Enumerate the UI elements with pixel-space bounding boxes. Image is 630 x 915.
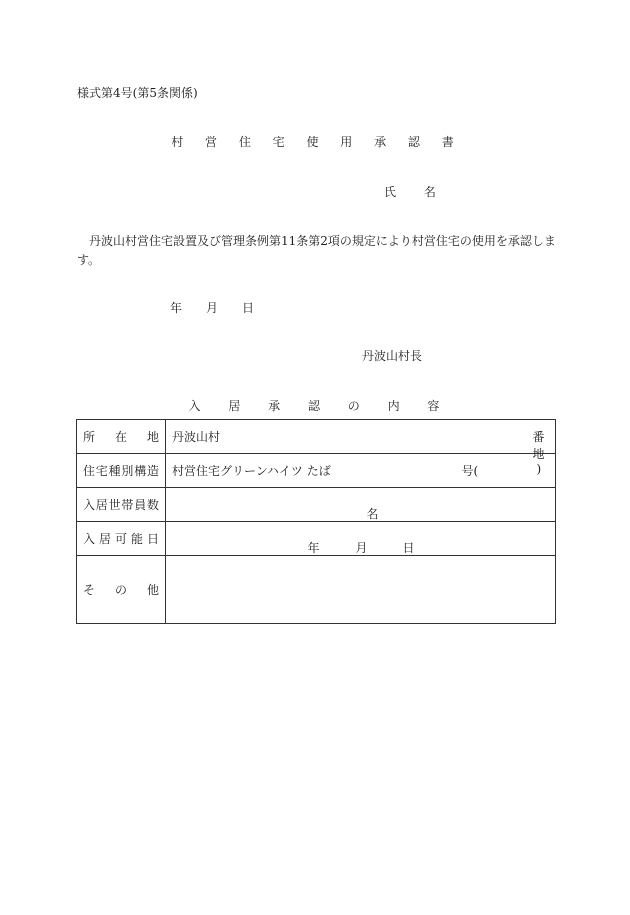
row-value-housing-type xyxy=(166,454,556,488)
table-row-housing-type xyxy=(77,454,556,488)
approval-statement: 丹波山村営住宅設置及び管理条例第11条第2項の規定により村営住宅の使用を承認します。 xyxy=(77,234,556,267)
row-value-other xyxy=(166,556,556,624)
table-row-move-in-date xyxy=(77,522,556,556)
row-label-housing-type: 住宅種別構造 xyxy=(77,454,166,488)
room-number-close: ) xyxy=(536,462,542,476)
move-in-year: 年 xyxy=(307,540,320,555)
room-number-open: 号( xyxy=(461,464,479,478)
housing-name: 村営住宅グリーンハイツ たば xyxy=(172,464,331,478)
row-value-move-in-date xyxy=(166,522,556,556)
row-label-other: その他 xyxy=(77,556,166,624)
form-number: 様式第4号(第5条関係) xyxy=(77,86,198,100)
name-label: 氏 名 xyxy=(384,185,448,199)
table-row-location xyxy=(77,420,556,454)
table-row-other xyxy=(77,556,556,624)
row-label-move-in-date: 入居可能日 xyxy=(77,522,166,556)
section-title: 入 居 承 認 の 内 容 xyxy=(188,399,452,413)
household-count-unit: 名 xyxy=(366,506,379,521)
date-month: 月 xyxy=(206,301,219,315)
document-title: 村 営 住 宅 使 用 承 認 書 xyxy=(171,135,463,149)
issue-date xyxy=(170,299,254,316)
date-day: 日 xyxy=(242,301,255,315)
table-row-household xyxy=(77,488,556,522)
row-label-location: 所在地 xyxy=(77,420,166,454)
row-label-household: 入居世帯員数 xyxy=(77,488,166,522)
location-banchi: 番地 xyxy=(532,430,545,461)
move-in-day: 日 xyxy=(402,540,415,555)
approval-details-table xyxy=(76,419,556,624)
move-in-month: 月 xyxy=(355,540,368,555)
location-village: 丹波山村 xyxy=(172,430,221,444)
mayor-signature: 丹波山村長 xyxy=(362,349,423,363)
row-value-location xyxy=(166,420,556,461)
date-year: 年 xyxy=(170,301,183,315)
row-value-household xyxy=(166,488,556,522)
